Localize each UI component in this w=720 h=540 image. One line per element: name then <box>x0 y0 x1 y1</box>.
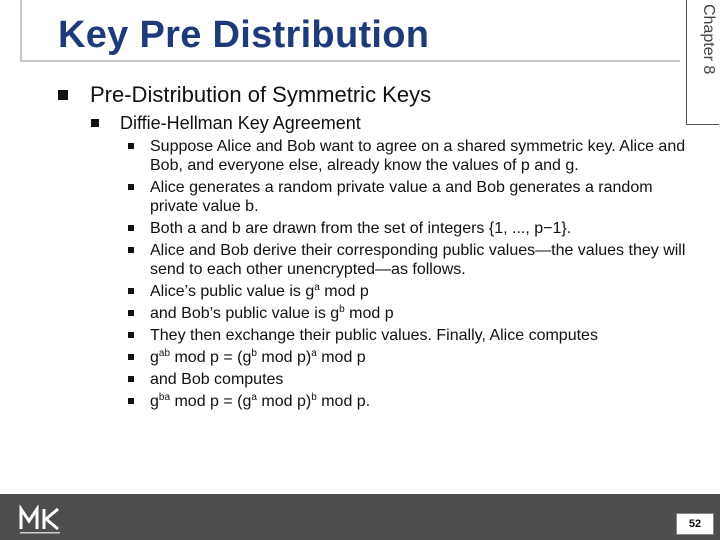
section-heading: Pre-Distribution of Symmetric Keys <box>90 82 432 107</box>
bullet-square-icon <box>128 143 134 149</box>
bullet-square-icon <box>128 398 134 404</box>
list-item <box>120 326 690 345</box>
list-item <box>120 219 690 238</box>
formula-text: Alice’s public value is $g^a$ mod p <box>150 282 369 300</box>
bullet-text: Alice generates a random private value a and Bob generates a random private value b. <box>150 179 653 215</box>
list-item <box>120 137 690 175</box>
slide-title: Key Pre Distribution <box>58 14 430 56</box>
subsection-heading: Diffie-Hellman Key Agreement <box>120 113 361 133</box>
bullet-square-icon <box>128 332 134 338</box>
bullet-square-icon <box>128 310 134 316</box>
list-item <box>120 370 690 389</box>
bullet-text: and Bob computes <box>150 371 284 388</box>
formula-text: $g^{ab}$ mod $p = (g^b$ mod p)$^a$ mod p <box>150 348 366 366</box>
bullet-text: Suppose Alice and Bob want to agree on a shared symmetric key. Alice and Bob, and everyone else, already know the values of p and g. <box>150 138 686 174</box>
bullet-text: Both a and b are drawn from the set of integers {1, ..., p−1}. <box>150 220 572 237</box>
bullet-square-icon <box>128 247 134 253</box>
decorative-horizontal-line <box>20 60 680 62</box>
decorative-vertical-line <box>20 0 22 62</box>
list-item <box>120 178 690 216</box>
list-item <box>120 348 690 367</box>
footer-bar <box>0 494 720 540</box>
bullet-square-icon <box>128 354 134 360</box>
list-item <box>120 304 690 323</box>
chapter-label: Chapter 8 <box>700 4 717 75</box>
list-item <box>120 282 690 301</box>
formula-text: and Bob’s public value is $g^b$ mod p <box>150 304 394 322</box>
bullet-square-icon <box>128 184 134 190</box>
bullet-text: Alice and Bob derive their corresponding public values—the values they will send to each other unencrypted—as follows. <box>150 242 686 278</box>
bullet-text: They then exchange their public values. Finally, Alice computes <box>150 327 598 344</box>
bullet-square-icon <box>128 376 134 382</box>
bullet-square-icon <box>91 119 99 127</box>
bullet-square-icon <box>128 288 134 294</box>
formula-text: $g^{ba}$ mod $p = (g^a$ mod p)$^b$ mod p. <box>150 392 371 410</box>
list-item <box>120 392 690 411</box>
list-item <box>120 241 690 279</box>
page-number: 52 <box>676 513 714 535</box>
bullet-square-icon <box>128 225 134 231</box>
bullet-square-icon <box>58 90 68 100</box>
mk-logo-icon <box>18 505 74 535</box>
bullet-list <box>120 137 690 414</box>
